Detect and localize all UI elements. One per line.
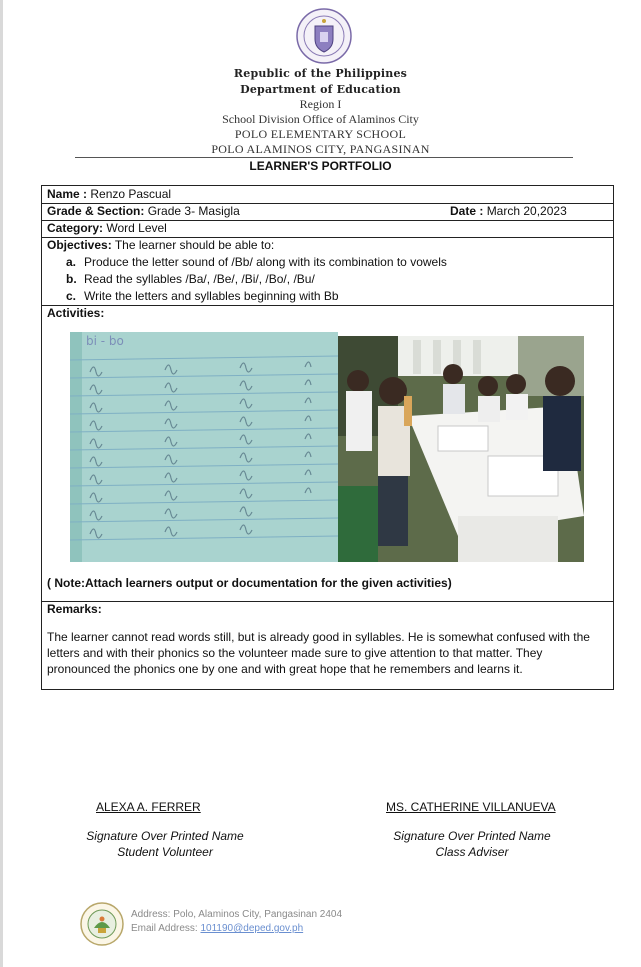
- grade-field: [47, 204, 240, 218]
- grade-value: Grade 3- Masigla: [147, 204, 240, 218]
- category-field: [47, 221, 167, 235]
- objective-letter: b.: [66, 272, 77, 286]
- date-label: Date :: [450, 204, 484, 218]
- activities-label: Activities:: [47, 306, 105, 320]
- classroom-photo: [338, 336, 584, 562]
- deped-seal-logo: [296, 8, 352, 64]
- class-adviser-caption: [372, 828, 572, 860]
- footer-email-line: [131, 923, 303, 934]
- school-seal-logo: [80, 902, 124, 946]
- header-country: Republic of the Philippines: [233, 67, 408, 80]
- objective-text: Write the letters and syllables beginning with Bb: [84, 289, 339, 303]
- header-address: POLO ALAMINOS CITY, PANGASINAN: [211, 142, 430, 156]
- objective-text: Read the syllables /Ba/, /Be/, /Bi/, /Bo/, /Bu/: [84, 272, 315, 286]
- notebook-photo: [70, 332, 338, 562]
- objectives-row: [42, 237, 613, 306]
- header-school: POLO ELEMENTARY SCHOOL: [234, 127, 407, 141]
- grade-row: [42, 203, 613, 221]
- attachment-note: ( Note:Attach learners output or documentation for the given activities): [47, 576, 452, 590]
- objective-letter: c.: [66, 289, 77, 303]
- role-caption: Class Adviser: [435, 845, 509, 859]
- activities-row: [42, 305, 613, 602]
- page-title: LEARNER'S PORTFOLIO: [249, 159, 392, 173]
- signature-caption: Signature Over Printed Name: [393, 829, 551, 843]
- objectives-heading: [47, 238, 274, 252]
- category-value: Word Level: [106, 221, 167, 235]
- class-adviser-name: MS. CATHERINE VILLANUEVA: [386, 800, 556, 814]
- footer-address: Address: Polo, Alaminos City, Pangasinan 2404: [131, 909, 343, 920]
- notebook-heading: bi - bo: [86, 334, 124, 348]
- remarks-row: [42, 601, 613, 689]
- signature-caption: Signature Over Printed Name: [86, 829, 244, 843]
- objective-letter: a.: [66, 255, 77, 269]
- header-department: Department of Education: [240, 83, 401, 96]
- date-field: [450, 204, 567, 218]
- name-value: Renzo Pascual: [90, 187, 172, 201]
- category-label: Category:: [47, 221, 104, 235]
- student-volunteer-caption: [65, 828, 265, 860]
- grade-label: Grade & Section:: [47, 204, 145, 218]
- student-volunteer-name: ALEXA A. FERRER: [96, 800, 201, 814]
- name-field: [47, 187, 171, 201]
- remarks-text: The learner cannot read words still, but is already good in syllables. He is somewhat confused with the letters and with their phonics so the volunteer made sure to give attention to that matter. They pronounced the phonics one by one and with great hope that he remembers and learns it.: [47, 630, 590, 676]
- remarks-label: Remarks:: [47, 602, 102, 616]
- role-caption: Student Volunteer: [117, 845, 213, 859]
- objectives-label: Objectives:: [47, 238, 112, 252]
- name-row: [42, 186, 613, 204]
- footer-email-label: Email Address:: [131, 923, 198, 934]
- date-value: March 20,2023: [486, 204, 567, 218]
- portfolio-table: [41, 185, 614, 690]
- header-region: Region I: [299, 97, 342, 111]
- name-label: Name :: [47, 187, 88, 201]
- objective-text: Produce the letter sound of /Bb/ along with its combination to vowels: [84, 255, 447, 269]
- objectives-intro: The learner should be able to:: [114, 238, 275, 252]
- category-row: [42, 220, 613, 238]
- footer-email-link[interactable]: 101190@deped.gov.ph: [200, 923, 304, 934]
- header-divider: [75, 157, 573, 158]
- header-division: School Division Office of Alaminos City: [222, 112, 419, 126]
